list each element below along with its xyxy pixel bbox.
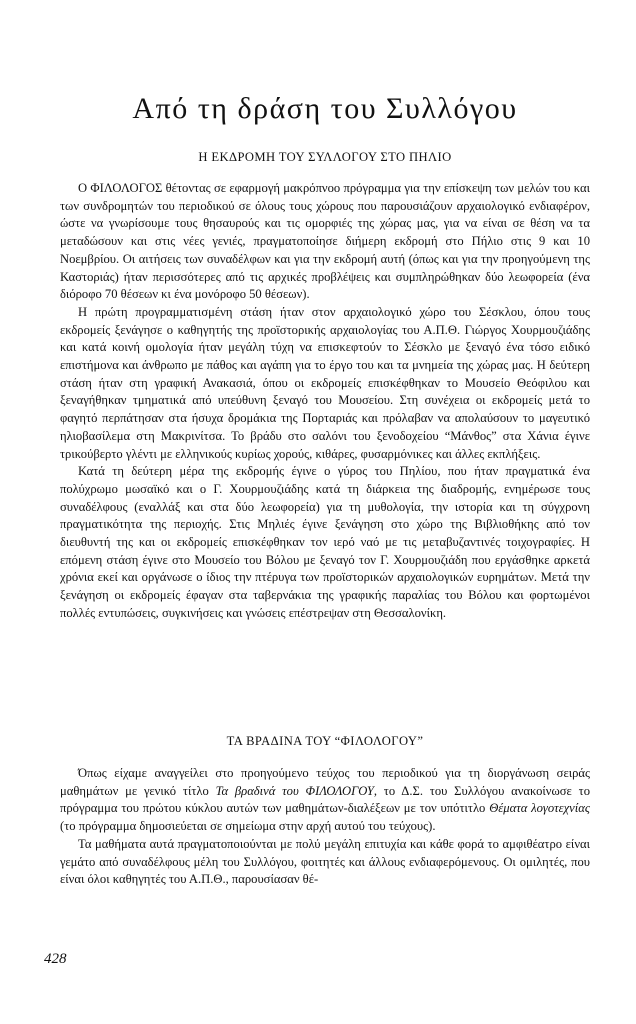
section-evening-lectures — [60, 765, 590, 889]
section-heading-pelion-trip: Η ΕΚΔΡΟΜΗ ΤΟΥ ΣΥΛΛΟΓΟΥ ΣΤΟ ΠΗΛΙΟ — [198, 150, 452, 164]
italic-subtitle: Θέματα λογοτεχνίας — [489, 801, 590, 816]
paragraph — [60, 765, 590, 836]
page-title: Από τη δράση του Συλλόγου — [132, 92, 518, 126]
section-pelion-trip — [60, 180, 590, 623]
paragraph: Ο ΦΙΛΟΛΟΓΟΣ θέτοντας σε εφαρμογή μακρόπνοο πρόγραμμα για την επίσκεψη των μελών του και των συνδρομητών του περιοδικού σε όλους τους χώρους που παρουσιάζουν αρχαιολογικό ενδιαφέρον, ώστε να γνωρίσουμε τους θησαυρούς και τις ομορφιές της χώρας μας, για να είναι σε θέση να τα μεταδώσουν και στις νέες γενιές, πραγματοποίησε διήμερη εκδρομή στο Πήλιο στις 9 και 10 Νοεμβρίου. Οι αιτήσεις των συναδέλφων και για την εκδρομή αυτή (όπως και για την προηγούμενη της Καστοριάς) ήταν περισσότερες από τις αρχικές προβλέψεις και συμπληρώθηκαν δύο λεωφορεία (ένα διόροφο 70 θέσεων κι ένα μονόροφο 50 θέσεων). — [60, 181, 590, 302]
paragraph: Τα μαθήματα αυτά πραγματοποιούνται με πολύ μεγάλη επιτυχία και κάθε φορά το αμφιθέατρο είναι γεμάτο από συναδέλφους μέλη του Συλλόγου, φοιτητές και άλλους ενδιαφερόμενους. Οι ομιλητές, που είναι όλοι καθηγητές του Α.Π.Θ., παρουσίασαν θέ- — [60, 836, 590, 887]
text-run: Όπως είχαμε αναγγείλει στο προηγούμενο τεύχος του περιοδικού για τη διοργάνωση σειράς μαθημάτων με γενικό τίτλο — [60, 766, 590, 798]
text-run: , το Δ.Σ. του Συλλόγου ανακοίνωσε το πρόγραμμα του πρώτου κύκλου αυτών των μαθημάτων-διαλέξεων με τον υπότιτλο — [60, 783, 590, 816]
page-number: 428 — [44, 951, 67, 967]
paragraph: Η πρώτη προγραμματισμένη στάση ήταν στον αρχαιολογικό χώρο του Σέσκλου, όπου τους εκδρομείς ξενάγησε ο καθηγητής της προϊστορικής αρχαιολογίας του Α.Π.Θ. Γιώργος Χουρμουζιάδης και κατά κοινή ομολογία ήταν μεγάλη τύχη να επισκεφτούν το Σέσκλο με ξεναγό ένα τόσο ειδικό επιστήμονα και άνθρωπο με πάθος και αγάπη για το έργο του και τα μνημεία της χώρας μας. Η δεύτερη στάση ήταν στη γραφική Ανακασιά, όπου οι εκδρομείς επισκέφθηκαν το Μουσείο Θεόφιλου και ξεναγήθηκαν τμηματικά από υπεύθυνη ξεναγό του Μουσείου. Στη συνέχεια οι εκδρομείς μετά το φαγητό περπάτησαν στα ήσυχα δρομάκια της Πορταριάς και πρόλαβαν να απολαύσουν το μαγευτικό ηλιοβασίλεμα στη Μακρινίτσα. Το βράδυ στο σαλόνι του ξενοδοχείου “Μάνθος” στα Χάνια έγινε τρικούβερτο γλέντι με ελληνικούς κυρίως χορούς, κιθάρες, φυσαρμόνικες και άλλες εκπλήξεις. — [60, 304, 590, 461]
text-run: (το πρόγραμμα δημοσιεύεται σε σημείωμα στην αρχή αυτού του τεύχους). — [60, 819, 436, 834]
italic-series-title: Τα βραδινά του ΦΙΛΟΛΟΓΟΥ — [215, 783, 374, 798]
paragraph: Κατά τη δεύτερη μέρα της εκδρομής έγινε ο γύρος του Πηλίου, που ήταν πραγματικά ένα πολύχρωμο μωσαϊκό και ο Γ. Χουρμουζιάδης κατά τη διάρκεια της διαδρομής, ενημέρωσε τους συναδέλφους (εναλλάξ και στα δύο λεωφορεία) για τη μυθολογία, την ιστορία και τη σύγχρονη πραγματικότητα της περιοχής. Στις Μηλιές έγινε ξενάγηση στο χώρο της Βιβλιοθήκης από τον διευθυντή της και οι εκδρομείς επισκέφθηκαν τον ιερό ναό με τις μεταβυζαντινές τοιχογραφίες. Η επόμενη στάση έγινε στο Μουσείο του Βόλου με ξεναγό τον Γ. Χουρμουζιάδη που εργάσθηκε αρκετά χρόνια εκεί και οργάνωσε ο ίδιος την πτέρυγα των προϊστορικών αρχαιολογικών ευρημάτων. Μετά την ξενάγηση οι εκδρομείς έφαγαν στα ταβερνάκια της γραφικής παραλίας του Βόλου και φορτωμένοι πολλές εντυπώσεις, συγκινήσεις και γνώσεις επέστρεψαν στη Θεσσαλονίκη. — [60, 464, 590, 620]
section-heading-evening-lectures: ΤΑ ΒΡΑΔΙΝΑ ΤΟΥ “ΦΙΛΟΛΟΓΟΥ” — [226, 734, 424, 748]
